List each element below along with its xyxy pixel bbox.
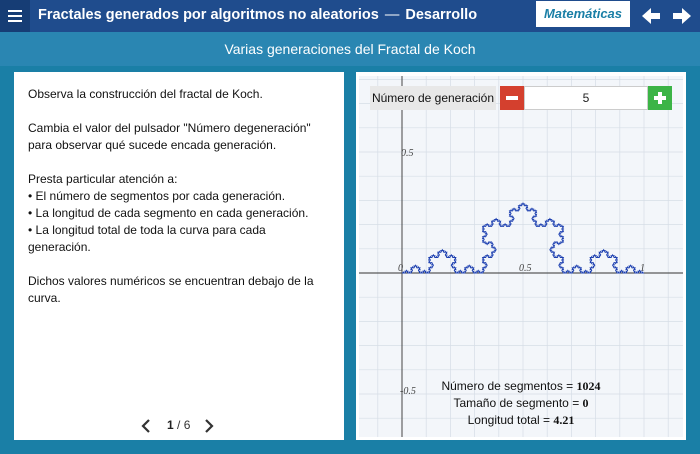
segments-value: 1024 bbox=[576, 379, 601, 393]
subject-badge: Matemáticas bbox=[535, 0, 631, 28]
forward-arrow-icon[interactable] bbox=[671, 5, 693, 27]
page-indicator bbox=[167, 418, 190, 432]
back-arrow-icon[interactable] bbox=[640, 5, 662, 27]
bullet-total-length-line1: • La longitud total de toda la curva para cada bbox=[28, 223, 266, 237]
values-note-line2: curva. bbox=[28, 291, 61, 305]
instruction-change-line1: Cambia el valor del pulsador "Número degeneración" bbox=[28, 121, 311, 135]
section-name: Desarrollo bbox=[405, 7, 478, 23]
bullet-segments: • El número de segmentos por cada generación. bbox=[28, 189, 286, 203]
menu-icon bbox=[8, 10, 22, 12]
x-tick-zero: 0 bbox=[398, 263, 403, 274]
y-tick-bottom: -0.5 bbox=[400, 386, 416, 397]
decrement-button[interactable] bbox=[500, 86, 524, 110]
top-bar bbox=[0, 0, 700, 32]
bullet-segment-length: • La longitud de cada segmento en cada generación. bbox=[28, 206, 309, 220]
title-separator: — bbox=[384, 7, 400, 23]
next-page-icon[interactable] bbox=[203, 418, 215, 434]
total-length-value: 4.21 bbox=[553, 413, 575, 427]
attention-heading: Presta particular atención a: bbox=[28, 172, 178, 186]
current-page: 1 bbox=[167, 418, 174, 432]
prev-page-icon[interactable] bbox=[140, 418, 152, 434]
instructions-text bbox=[28, 86, 328, 324]
menu-button[interactable] bbox=[0, 0, 30, 32]
instruction-change-line2: para observar qué sucede encada generación. bbox=[28, 138, 277, 152]
title-text: Fractales generados por algoritmos no aleatorios bbox=[38, 7, 379, 23]
values-note-line1: Dichos valores numéricos se encuentran debajo de la bbox=[28, 274, 314, 288]
generation-input[interactable]: 5 bbox=[524, 86, 648, 110]
segment-size-value: 0 bbox=[582, 396, 589, 410]
minus-icon bbox=[506, 96, 518, 100]
pager bbox=[140, 416, 220, 436]
segments-stat: Número de segmentos = 1024 bbox=[441, 379, 601, 393]
instructions-panel bbox=[14, 72, 344, 440]
instruction-intro: Observa la construcción del fractal de Koch. bbox=[28, 87, 263, 101]
page-title bbox=[38, 7, 477, 23]
x-tick-mid: 0.5 bbox=[519, 263, 532, 274]
x-tick-one: 1 bbox=[640, 263, 645, 274]
y-tick-top: 0.5 bbox=[401, 148, 414, 159]
total-length-stat: Longitud total = 4.21 bbox=[467, 413, 575, 427]
bullet-total-length-line2: generación. bbox=[28, 240, 91, 254]
page-separator: / bbox=[177, 418, 181, 432]
total-pages: 6 bbox=[183, 418, 191, 432]
segment-size-stat: Tamaño de segmento = 0 bbox=[453, 396, 589, 410]
subtitle: Varias generaciones del Fractal de Koch bbox=[224, 41, 476, 57]
generation-label: Número de generación bbox=[370, 86, 496, 110]
stats-readout bbox=[376, 378, 666, 429]
increment-button[interactable] bbox=[648, 86, 672, 110]
